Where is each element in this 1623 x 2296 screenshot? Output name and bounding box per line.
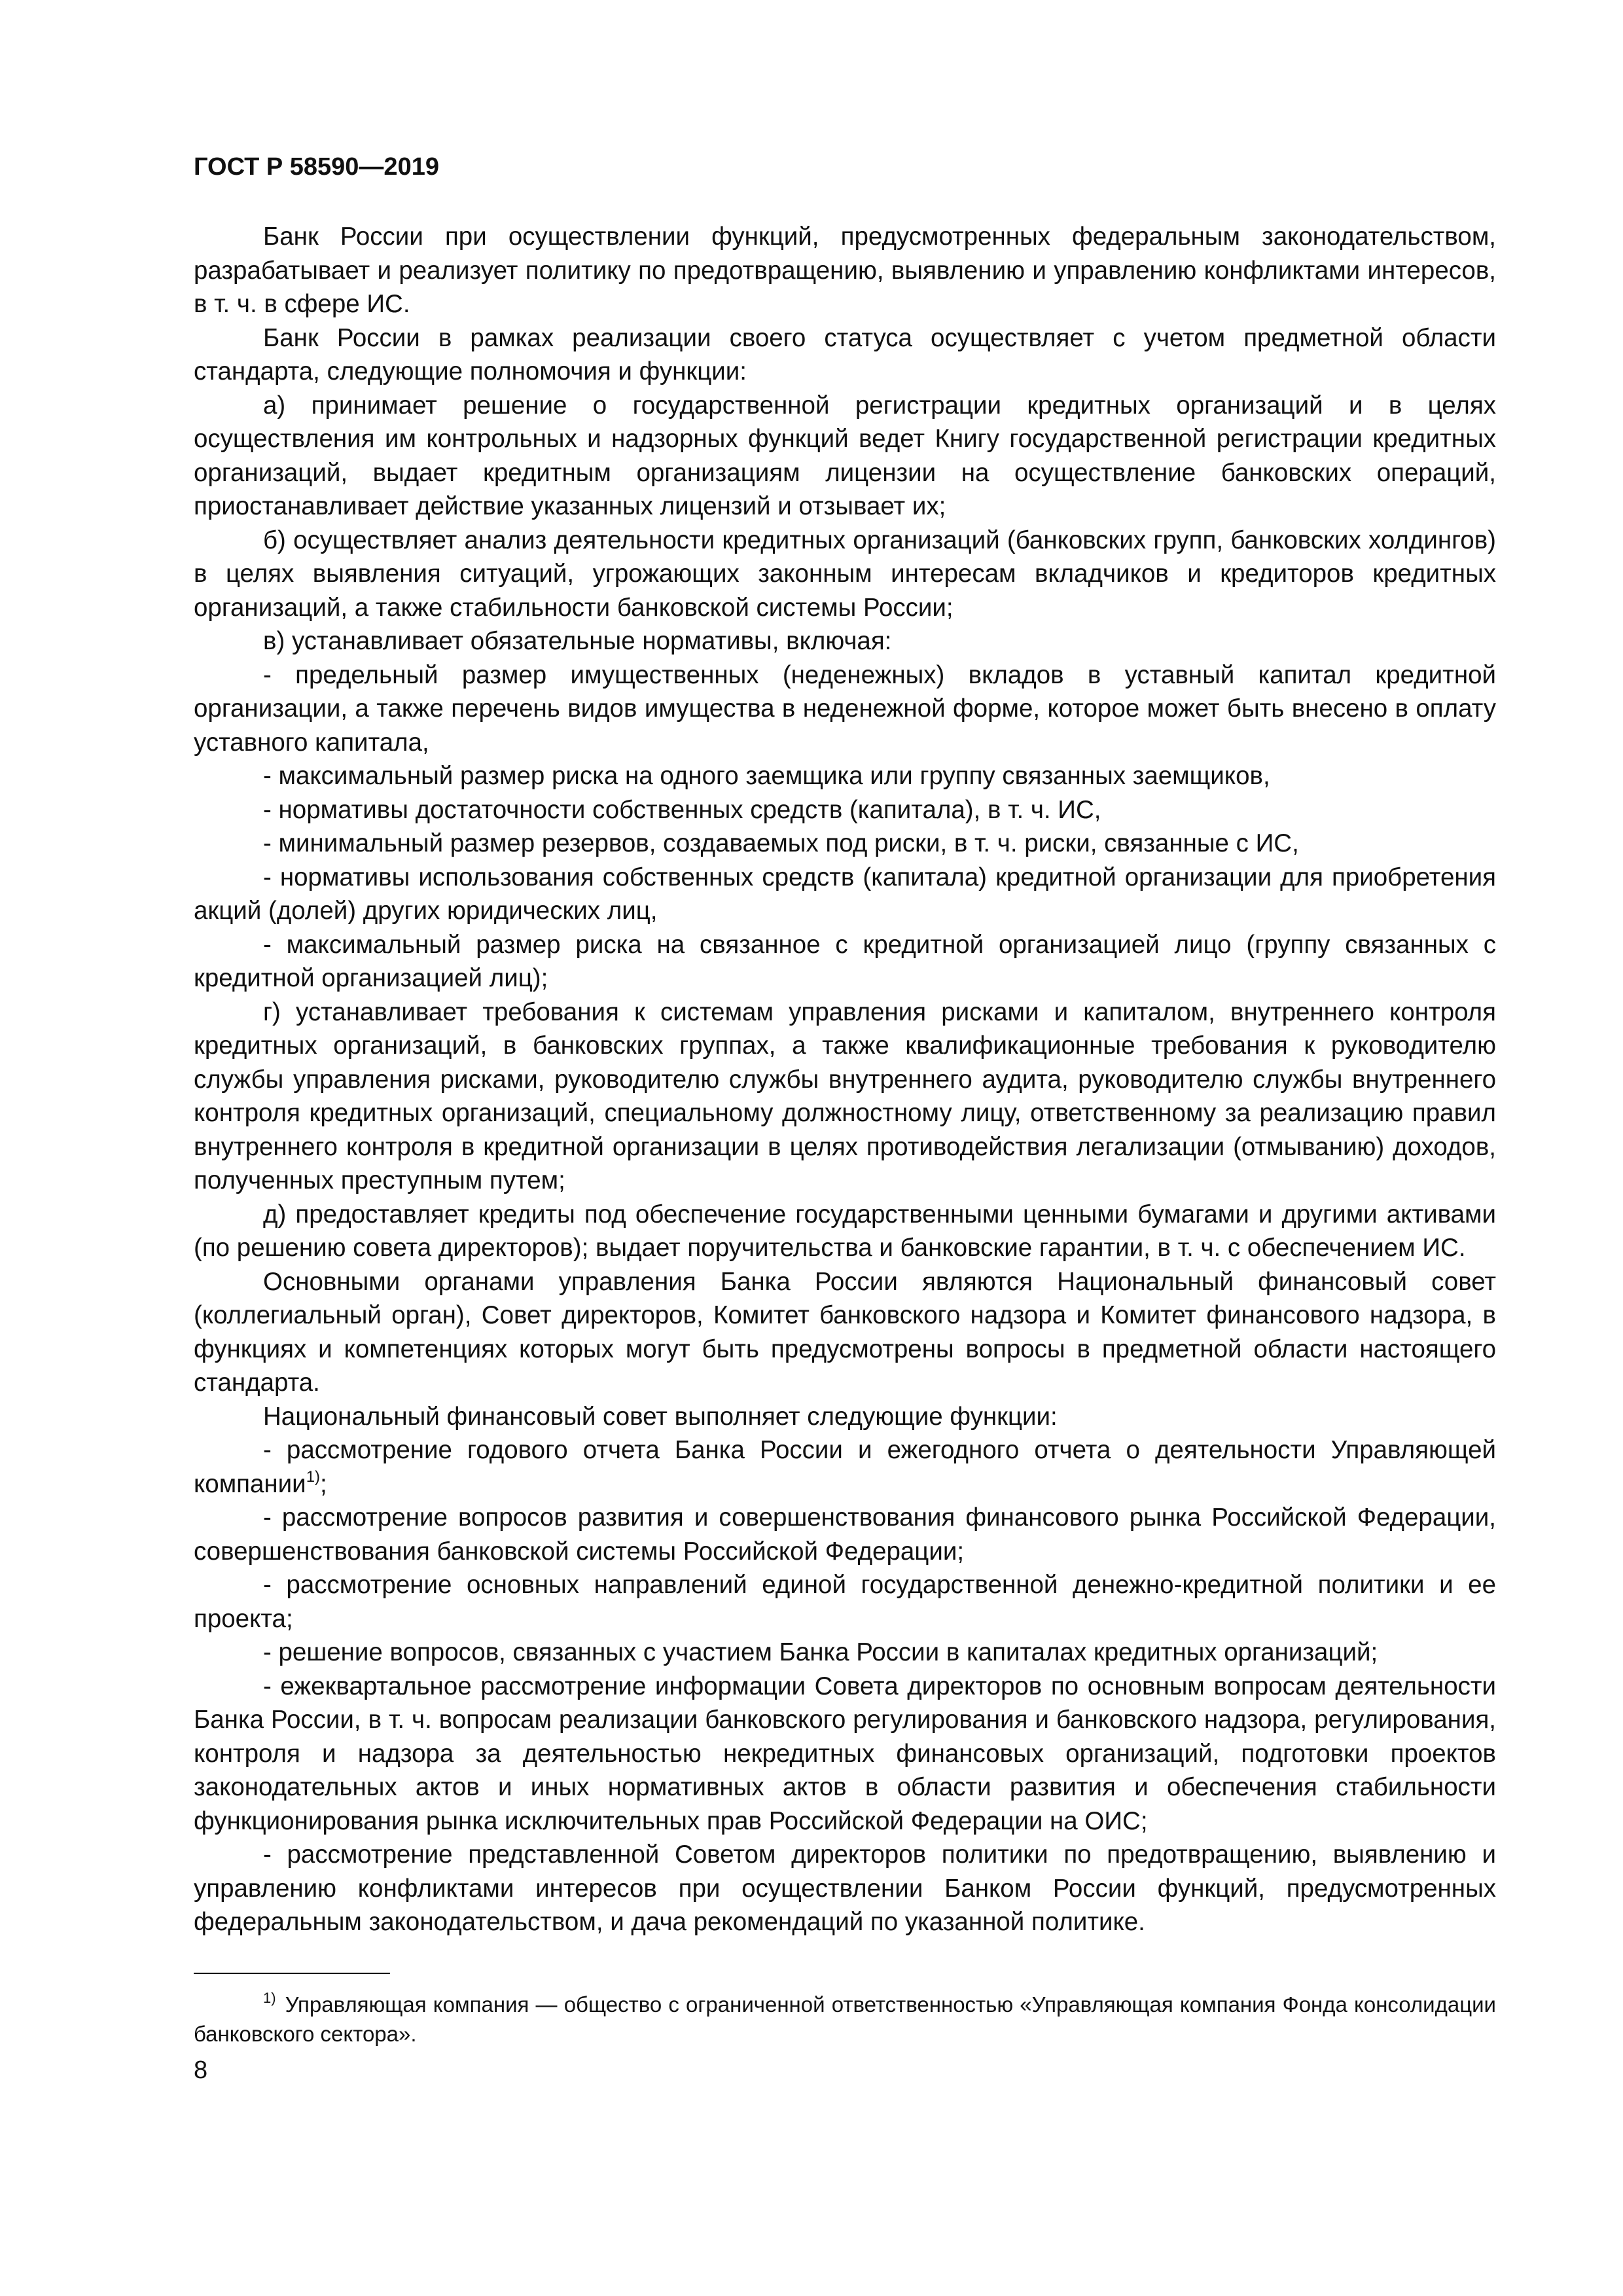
list-item: - решение вопросов, связанных с участием Банка России в капиталах кредитных организаций; [263, 1638, 1378, 1666]
list-item: - предельный размер имущественных (неденежных) вкладов в уставный капитал кредитной организации, а также перечень видов имущества в неденежной форме, которое может быть внесено в оплату уставного капитала, [194, 660, 1496, 757]
list-item: - рассмотрение представленной Советом директоров политики по предотвращению, выявлению и управлению конфликтами интересов при осуществлении Банком России функций, предусмотренных федеральным законодательством, и дача рекомендаций по указанной политике. [194, 1840, 1496, 1936]
footnote-divider [194, 1973, 390, 1974]
list-item-text: - рассмотрение годового отчета Банка России и ежегодного отчета о деятельности Управляющей компании [194, 1436, 1496, 1498]
document-header: ГОСТ Р 58590—2019 [194, 153, 439, 181]
paragraph: б) осуществляет анализ деятельности кредитных организаций (банковских групп, банковских холдингов) в целях выявления ситуаций, угрожающих законным интересам вкладчиков и кредиторов кредитных организаций, а также стабильности банковской системы России; [194, 526, 1496, 622]
paragraph: Банк России в рамках реализации своего статуса осуществляет с учетом предметной области стандарта, следующие полномочия и функции: [194, 323, 1496, 386]
list-item: - нормативы достаточности собственных средств (капитала), в т. ч. ИС, [263, 795, 1101, 824]
paragraph: а) принимает решение о государственной регистрации кредитных организаций и в целях осуществления им контрольных и надзорных функций ведет Книгу государственной регистрации кредитных организаций, выдает кредитным организациям лицензии на осуществление банковских операций, приостанавливает действие указанных лицензий и отзывает их; [194, 391, 1496, 520]
paragraph: Банк России при осуществлении функций, предусмотренных федеральным законодательством, разрабатывает и реализует политику по предотвращению, выявлению и управлению конфликтами интересов, в т. ч. в сфере ИС. [194, 223, 1496, 318]
paragraph: Национальный финансовый совет выполняет следующие функции: [263, 1402, 1058, 1431]
list-item [194, 1433, 1496, 1501]
list-item-terminator: ; [320, 1469, 327, 1498]
paragraph: г) устанавливает требования к системам управления рисками и капиталом, внутреннего контроля кредитных организаций, в банковских группах, а также квалификационные требования к руководителю службы управления рисками, руководителю службы внутреннего аудита, руководителю службы внутреннего контроля кредитных организаций, специальному должностному лицу, ответственному за реализацию правил внутреннего контроля в кредитной организации в целях противодействия легализации (отмыванию) доходов, полученных преступным путем; [194, 997, 1496, 1194]
body-text [194, 220, 1496, 1939]
paragraph: д) предоставляет кредиты под обеспечение государственными ценными бумагами и другими активами (по решению совета директоров); выдает поручительства и банковские гарантии, в т. ч. с обеспечением ИС. [194, 1200, 1496, 1262]
footnote-reference[interactable]: 1) [306, 1467, 321, 1486]
page-number: 8 [194, 2056, 208, 2084]
footnote-marker: 1) [263, 1990, 276, 2006]
list-item: - минимальный размер резервов, создаваемых под риски, в т. ч. риски, связанные с ИС, [263, 829, 1299, 857]
list-item: - рассмотрение основных направлений единой государственной денежно-кредитной политики и ее проекта; [194, 1571, 1496, 1633]
list-item: - нормативы использования собственных средств (капитала) кредитной организации для приобретения акций (долей) других юридических лиц, [194, 863, 1496, 925]
list-item: - рассмотрение вопросов развития и совершенствования финансового рынка Российской Федерации, совершенствования банковской системы Российской Федерации; [194, 1503, 1496, 1566]
list-item: - максимальный размер риска на одного заемщика или группу связанных заемщиков, [263, 762, 1270, 790]
list-item: - максимальный размер риска на связанное с кредитной организацией лицо (группу связанных с кредитной организацией лиц); [194, 930, 1496, 992]
paragraph: в) устанавливает обязательные нормативы, включая: [263, 627, 892, 655]
footnote [194, 1990, 1496, 2049]
footnote-text: Управляющая компания — общество с ограниченной ответственностью «Управляющая компания Фонда консолидации банковского сектора». [194, 1992, 1496, 2046]
paragraph: Основными органами управления Банка России являются Национальный финансовый совет (коллегиальный орган), Совет директоров, Комитет банковского надзора и Комитет финансового надзора, в функциях и компетенциях которых могут быть предусмотрены вопросы в предметной области настоящего стандарта. [194, 1267, 1496, 1397]
list-item: - ежеквартальное рассмотрение информации Совета директоров по основным вопросам деятельности Банка России, в т. ч. вопросам реализации банковского регулирования и банковского надзора, регулирования, контроля и надзора за деятельностью некредитных финансовых организаций, подготовки проектов законодательных актов и иных нормативных актов в области развития и обеспечения стабильности функционирования рынка исключительных прав Российской Федерации на ОИС; [194, 1672, 1496, 1835]
